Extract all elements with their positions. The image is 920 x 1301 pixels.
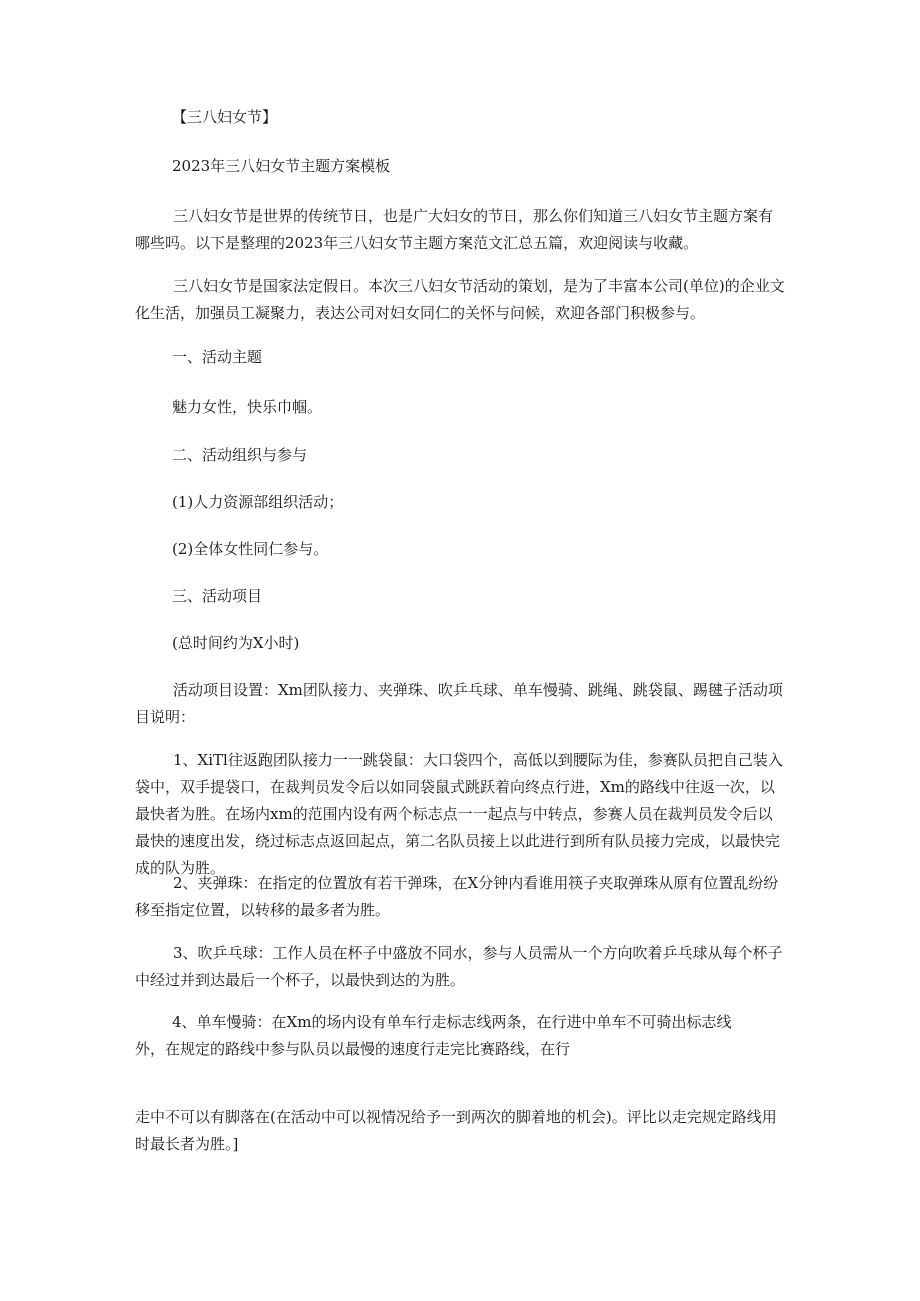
theme-text: 魅力女性，快乐巾帼。 — [172, 398, 323, 416]
intro-paragraph-2: 三八妇女节是国家法定假日。本次三八妇女节活动的策划，是为了丰富本公司(单位)的企业文化生活，加强员工凝聚力，表达公司对妇女同仁的关怀与问候，欢迎各部门积极参与。 — [135, 277, 785, 322]
duration-note: (总时间约为X小时) — [172, 634, 300, 652]
activity-item-3: 3、吹乒乓球：工作人员在杯子中盛放不同水，参与人员需从一个方向吹着乒乓球从每个杯子中经过并到达最后一个杯子，以最快到达的为胜。 — [135, 944, 783, 989]
section-heading-organization: 二、活动组织与参与 — [172, 446, 308, 464]
activity-setup-paragraph: 活动项目设置：Xm团队接力、夹弹珠、吹乒乓球、单车慢骑、跳绳、跳袋鼠、踢毽子活动项目说明： — [135, 681, 783, 726]
organization-item-2: (2)全体女性同仁参与。 — [172, 540, 329, 558]
section-heading-activities: 三、活动项目 — [172, 587, 263, 605]
doc-title: 2023年三八妇女节主题方案模板 — [172, 157, 391, 175]
activity-item-2: 2、夹弹珠：在指定的位置放有若干弹珠，在X分钟内看谁用筷子夹取弹珠从原有位置乱纷纷移至指定位置，以转移的最多者为胜。 — [135, 874, 779, 919]
section-heading-theme: 一、活动主题 — [172, 348, 263, 366]
activity-item-1: 1、XiTl往返跑团队接力一一跳袋鼠：大口袋四个，高低以到腰际为佳，参赛队员把自己装入袋中，双手提袋口，在裁判员发令后以如同袋鼠式跳跃着向终点行进，Xm的路线中往返一次，以最快者为胜。在场内xm的范围内设有两个标志点一一起点与中转点，参赛人员在裁判员发令后以最快的速度出发，绕过标志点返回起点，第二名队员接上以此进行到所有队员接力完成，以最快完成的队为胜。 — [135, 751, 783, 877]
intro-paragraph-1: 三八妇女节是世界的传统节日，也是广大妇女的节日，那么你们知道三八妇女节主题方案有哪些吗。以下是整理的2023年三八妇女节主题方案范文汇总五篇，欢迎阅读与收藏。 — [135, 207, 774, 252]
activity-item-4-line-1: 4、单车慢骑：在Xm的场内设有单车行走标志线两条，在行进中单车不可骑出标志线 — [172, 1013, 732, 1031]
organization-item-1: (1)人力资源部组织活动； — [172, 493, 344, 511]
activity-item-4-line-2: 外，在规定的路线中参与队员以最慢的速度行走完比赛路线，在行 — [135, 1040, 571, 1058]
activity-item-4-continuation: 走中不可以有脚落在(在活动中可以视情况给予一到两次的脚着地的机会)。评比以走完规定路线用时最长者为胜。] — [135, 1108, 777, 1153]
header-tag: 【三八妇女节】 — [172, 108, 278, 126]
